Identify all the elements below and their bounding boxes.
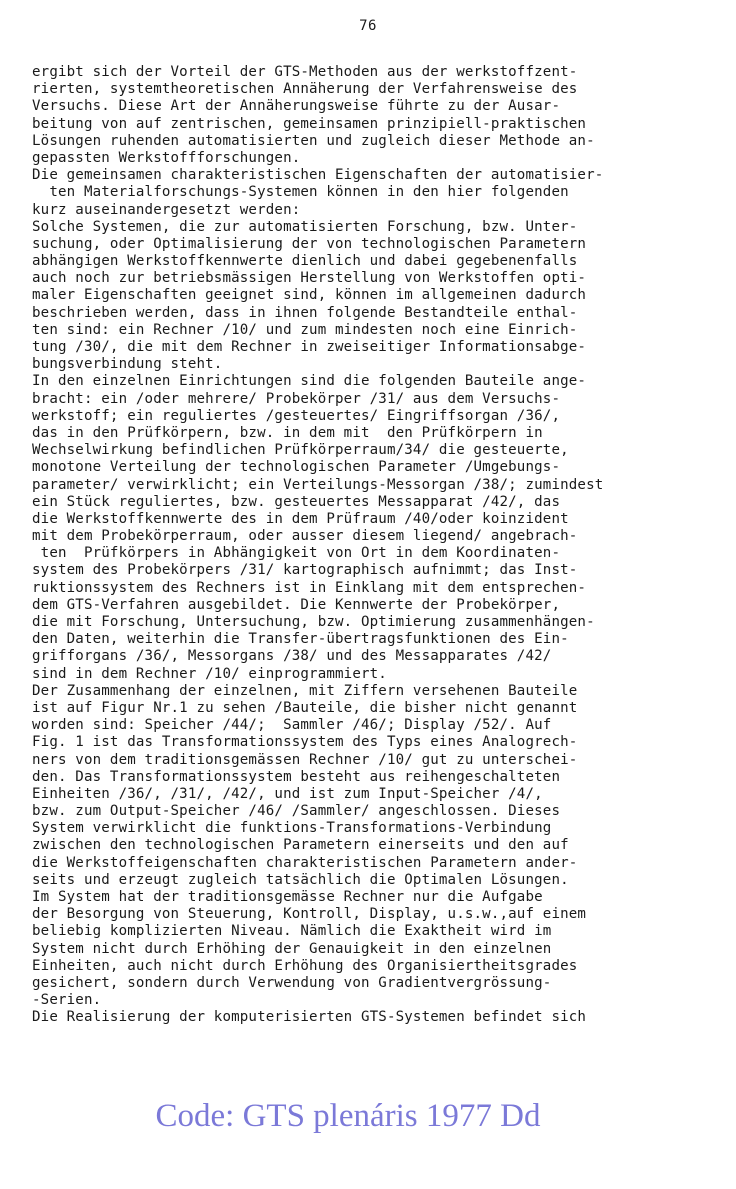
text-line: auch noch zur betriebsmässigen Herstellung von Werkstoffen opti-: [32, 270, 587, 287]
text-line: ruktionssystem des Rechners ist in Einklang mit dem entsprechen-: [32, 579, 587, 596]
text-line: In den einzelnen Einrichtungen sind die folgenden Bauteile ange-: [32, 373, 587, 390]
text-line: die mit Forschung, Untersuchung, bzw. Optimierung zusammenhängen-: [32, 614, 595, 630]
text-line: kurz auseinandergesetzt werden:: [32, 201, 301, 218]
text-line: ist auf Figur Nr.1 zu sehen /Bauteile, die bisher nicht genannt: [32, 699, 578, 716]
text-line: die Werkstoffeigenschaften charakteristischen Parametern ander-: [32, 854, 578, 871]
text-line: monotone Verteilung der technologischen Parameter /Umgebungs-: [32, 459, 561, 476]
text-line: Die gemeinsamen charakteristischen Eigenschaften der automatisier-: [32, 167, 604, 184]
typewritten-body-text: [32, 64, 732, 1027]
text-line: gepassten Werkstoffforschungen.: [32, 149, 301, 166]
text-line: ein Stück reguliertes, bzw. gesteuertes Messapparat /42/, das: [32, 493, 561, 510]
text-line: ergibt sich der Vorteil der GTS-Methoden aus der werkstoffzent-: [32, 64, 578, 80]
text-line: Die Realisierung der komputerisierten GTS-Systemen befindet sich: [32, 1009, 587, 1026]
text-line: system des Probekörpers /31/ kartographisch aufnimmt; das Inst-: [32, 562, 578, 579]
text-line: der Besorgung von Steuerung, Kontroll, Display, u.s.w.,auf einem: [32, 906, 587, 923]
text-line: werkstoff; ein reguliertes /gesteuertes/ Eingriffsorgan /36/,: [32, 407, 561, 424]
text-line: beliebig komplizierten Niveau. Nämlich die Exaktheit wird im: [32, 923, 552, 940]
text-line: die Werkstoffkennwerte des in dem Prüfraum /40/oder koinzident: [32, 510, 569, 527]
text-line: ners von dem traditionsgemässen Rechner /10/ gut zu unterschei-: [32, 751, 578, 768]
text-line: tung /30/, die mit dem Rechner in zweiseitiger Informationsabge-: [32, 339, 587, 355]
text-line: mit dem Probekörperraum, oder ausser diesem liegend/ angebrach-: [32, 528, 578, 545]
text-line: Der Zusammenhang der einzelnen, mit Ziffern versehenen Bauteile: [32, 682, 578, 699]
text-line: maler Eigenschaften geeignet sind, können im allgemeinen dadurch: [32, 287, 587, 304]
text-line: zwischen den technologischen Parametern einerseits und den auf: [32, 837, 569, 854]
text-line: sind in dem Rechner /10/ einprogrammiert.: [32, 665, 387, 682]
text-line: ten Materialforschungs-Systemen können in den hier folgenden: [32, 184, 569, 201]
text-line: System nicht durch Erhöhing der Genauigkeit in den einzelnen: [32, 940, 552, 957]
text-line: Fig. 1 ist das Transformationssystem des Typs eines Analogrech-: [32, 734, 578, 751]
text-line: worden sind: Speicher /44/; Sammler /46/; Display /52/. Auf: [32, 717, 552, 734]
text-line: Solche Systemen, die zur automatisierten Forschung, bzw. Unter-: [32, 218, 578, 235]
text-line: abhängigen Werkstoffkennwerte dienlich und dabei gegebenenfalls: [32, 253, 578, 270]
text-line: beschrieben werden, dass in ihnen folgende Bestandteile enthal-: [32, 304, 578, 321]
archive-code-label: Code: GTS plenáris 1977 Dd: [155, 1098, 541, 1134]
text-line: Einheiten, auch nicht durch Erhöhung des Organisiertheitsgrades: [32, 957, 578, 974]
text-line: bungsverbindung steht.: [32, 356, 223, 373]
text-line: dem GTS-Verfahren ausgebildet. Die Kennwerte der Probekörper,: [32, 596, 561, 613]
text-line: rierten, systemtheoretischen Annäherung der Verfahrensweise des: [32, 81, 578, 98]
text-line: suchung, oder Optimalisierung der von technologischen Parametern: [32, 235, 587, 252]
text-line: Einheiten /36/, /31/, /42/, und ist zum Input-Speicher /4/,: [32, 785, 543, 802]
text-line: Im System hat der traditionsgemässe Rechner nur die Aufgabe: [32, 889, 543, 905]
text-line: den. Das Transformationssystem besteht aus reihengeschalteten: [32, 768, 561, 785]
text-line: ten Prüfkörpers in Abhängigkeit von Ort in dem Koordinaten-: [32, 545, 561, 562]
text-line: das in den Prüfkörpern, bzw. in dem mit den Prüfkörpern in: [32, 424, 543, 441]
text-line: -Serien.: [32, 992, 102, 1009]
text-line: gesichert, sondern durch Verwendung von Gradientvergrössung-: [32, 974, 552, 991]
text-line: bzw. zum Output-Speicher /46/ /Sammler/ angeschlossen. Dieses: [32, 803, 561, 820]
page-number: 76: [359, 18, 377, 34]
text-line: bracht: ein /oder mehrere/ Probekörper /31/ aus dem Versuchs-: [32, 390, 561, 407]
text-line: Wechselwirkung befindlichen Prüfkörperraum/34/ die gesteuerte,: [32, 442, 569, 459]
text-line: seits und erzeugt zugleich tatsächlich die Optimalen Lösungen.: [32, 871, 569, 888]
text-line: parameter/ verwirklicht; ein Verteilungs-Messorgan /38/; zumindest: [32, 476, 604, 493]
text-line: System verwirklicht die funktions-Transformations-Verbindung: [32, 820, 552, 837]
text-line: grifforgans /36/, Messorgans /38/ und des Messapparates /42/: [32, 648, 552, 665]
text-line: ten sind: ein Rechner /10/ und zum mindesten noch eine Einrich-: [32, 321, 578, 338]
text-line: Versuchs. Diese Art der Annäherungsweise führte zu der Ausar-: [32, 98, 561, 115]
text-line: Lösungen ruhenden automatisierten und zugleich dieser Methode an-: [32, 132, 595, 149]
text-line: beitung von auf zentrischen, gemeinsamen prinzipiell-praktischen: [32, 115, 587, 132]
text-line: den Daten, weiterhin die Transfer-übertragsfunktionen des Ein-: [32, 631, 569, 648]
